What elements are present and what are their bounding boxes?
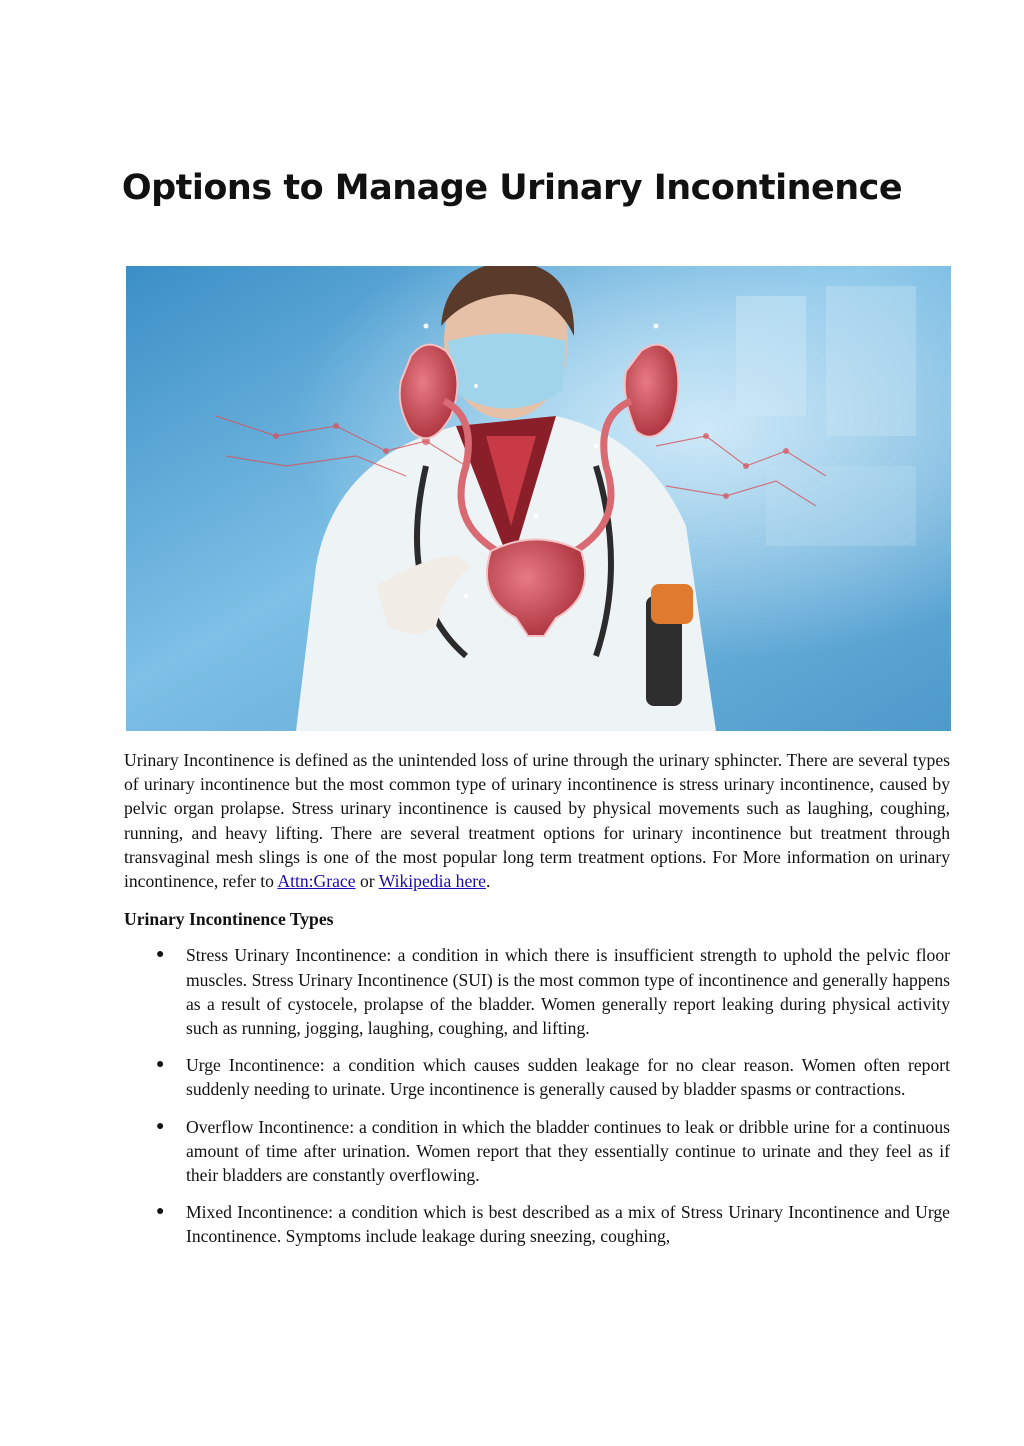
bullet-icon: ● <box>156 1057 165 1073</box>
incontinence-types-list <box>124 943 950 1248</box>
list-item: ● Stress Urinary Incontinence: a condition in which there is insufficient strength to uphold the pelvic floor muscles. Stress Urinary Incontinence (SUI) is the most common type of incontinence and generally happens as a result of cystocele, prolapse of the bladder. Women generally report leaking during physical activity such as running, jogging, laughing, coughing, and lifting. <box>156 945 950 1039</box>
hero-image <box>126 266 951 731</box>
list-item: ● Overflow Incontinence: a condition in which the bladder continues to leak or dribble urine for a continuous amount of time after urination. Women report that they essentially continue to urinate and they feel as if their bladders are constantly overflowing. <box>156 1116 950 1186</box>
intro-paragraph: Urinary Incontinence is defined as the unintended loss of urine through the urinary sphincter. There are several types of urinary incontinence but the most common type of urinary incontinence is stress urinary incontinence, caused by pelvic organ prolapse. Stress urinary incontinence is caused by physical movements such as laughing, coughing, running, and heavy lifting. There are several treatment options for urinary incontinence but treatment through transvaginal mesh slings is one of the most popular long term treatment options. For More information on urinary incontinence, refer to Attn:Grace or Wikipedia here. <box>124 750 950 892</box>
page-title: Options to Manage Urinary Incontinence <box>121 168 903 208</box>
attn-grace-link[interactable]: Attn:Grace <box>277 871 356 892</box>
section-heading-types: Urinary Incontinence Types <box>124 909 334 930</box>
bullet-icon: ● <box>156 1204 165 1220</box>
list-item: ● Urge Incontinence: a condition which causes sudden leakage for no clear reason. Women often report suddenly needing to urinate. Urge incontinence is generally caused by bladder spasms or contractions. <box>156 1055 950 1100</box>
bullet-icon: ● <box>156 947 165 963</box>
article-body <box>124 748 950 1262</box>
doctor-hologram-illustration <box>126 266 951 731</box>
bullet-icon: ● <box>156 1118 165 1134</box>
wikipedia-link[interactable]: Wikipedia here <box>378 871 486 892</box>
list-item: ● Mixed Incontinence: a condition which is best described as a mix of Stress Urinary Incontinence and Urge Incontinence. Symptoms include leakage during sneezing, coughing, <box>156 1202 950 1247</box>
